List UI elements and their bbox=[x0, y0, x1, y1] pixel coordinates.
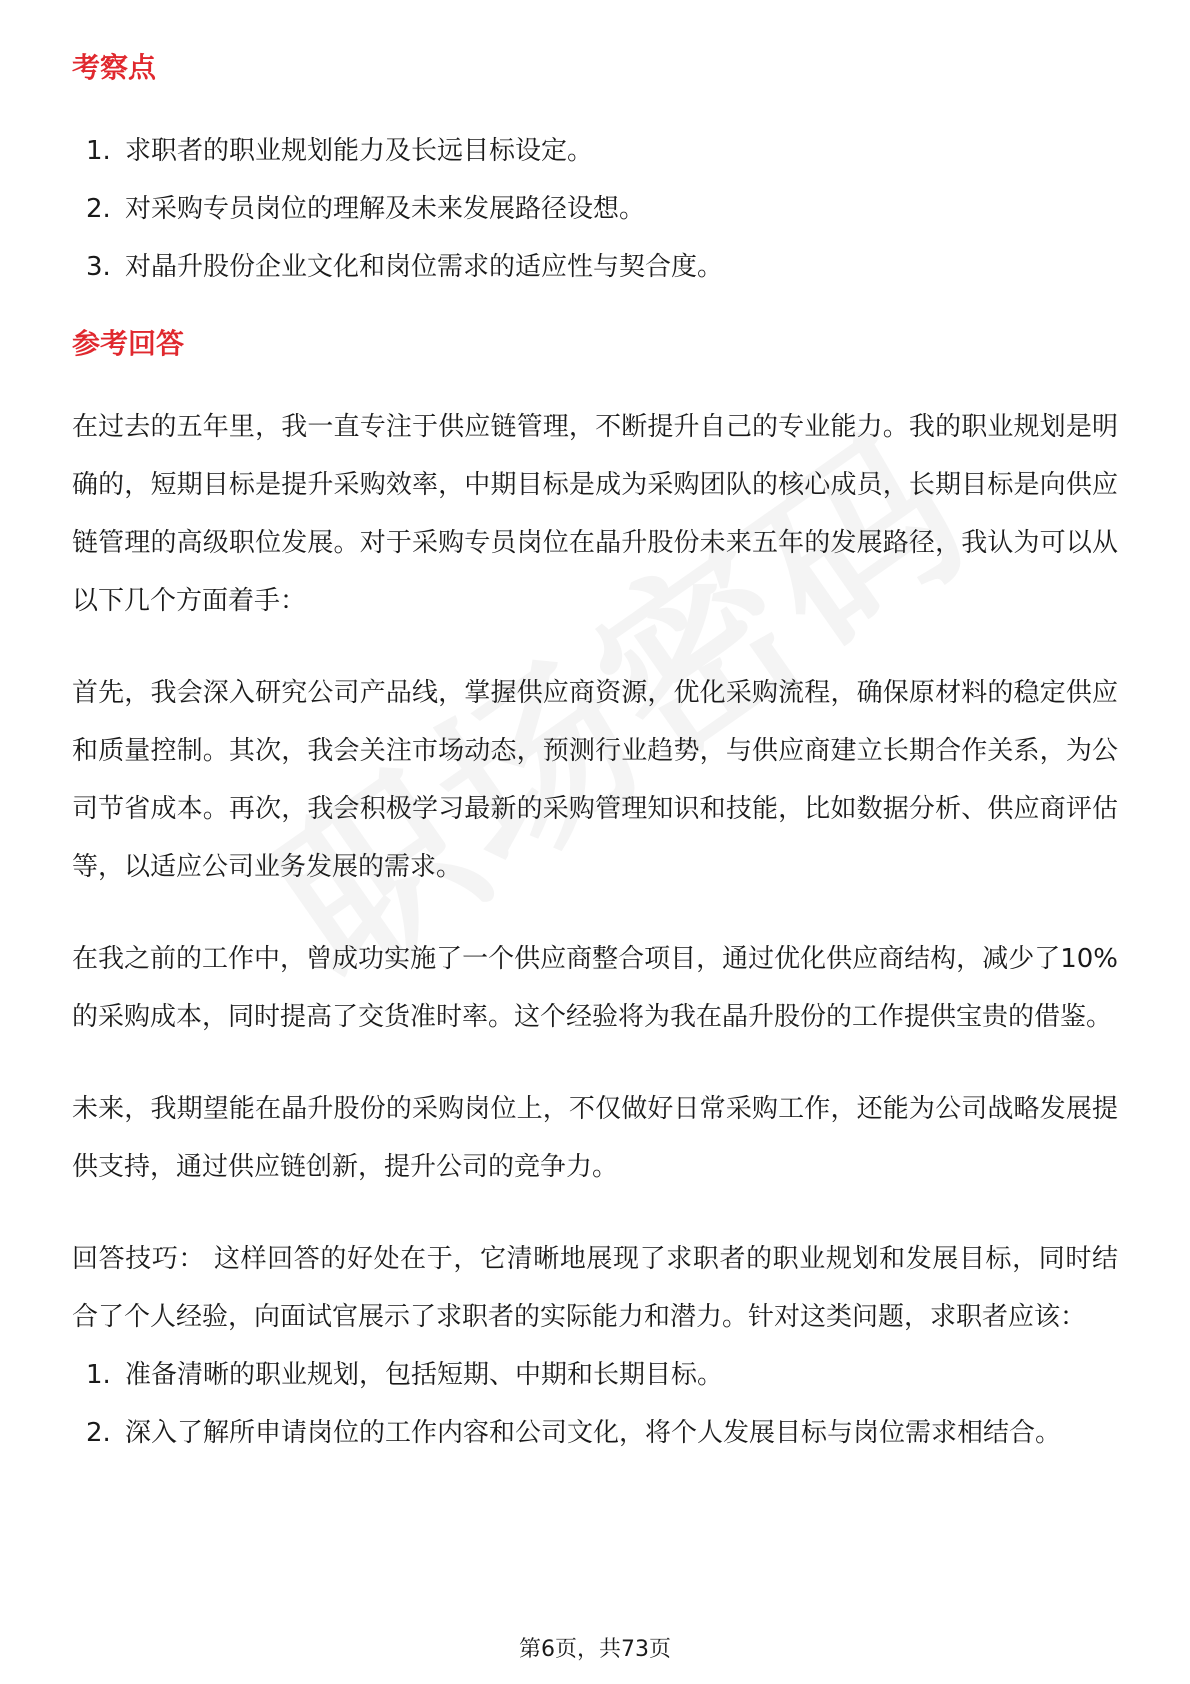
answer-paragraph: 在过去的五年里，我一直专注于供应链管理，不断提升自己的专业能力。我的职业规划是明确的，短期目标是提升采购效率，中期目标是成为采购团队的核心成员，长期目标是向供应链管理的高级职位发展。对于采购专员岗位在晶升股份未来五年的发展路径，我认为可以从以下几个方面着手： bbox=[72, 412, 1118, 616]
list-number: 2. bbox=[86, 194, 111, 224]
list-item bbox=[72, 1346, 1118, 1404]
list-item bbox=[72, 180, 1118, 238]
list-item bbox=[72, 238, 1118, 296]
list-item-text: 求职者的职业规划能力及长远目标设定。 bbox=[125, 136, 594, 166]
list-item bbox=[72, 122, 1118, 180]
list-item-text: 对采购专员岗位的理解及未来发展路径设想。 bbox=[125, 194, 646, 224]
list-number: 3. bbox=[86, 252, 111, 282]
answer-tips-paragraph: 回答技巧： 这样回答的好处在于，它清晰地展现了求职者的职业规划和发展目标，同时结合了个人经验，向面试官展示了求职者的实际能力和潜力。针对这类问题，求职者应该： bbox=[72, 1244, 1118, 1332]
section-heading-exam-points: 考察点 bbox=[72, 51, 157, 84]
answer-paragraph: 未来，我期望能在晶升股份的采购岗位上，不仅做好日常采购工作，还能为公司战略发展提供支持，通过供应链创新，提升公司的竞争力。 bbox=[72, 1094, 1118, 1182]
list-number: 1. bbox=[86, 1360, 111, 1390]
page-number-footer: 第6页，共73页 bbox=[519, 1637, 671, 1662]
list-item-text: 深入了解所申请岗位的工作内容和公司文化，将个人发展目标与岗位需求相结合。 bbox=[125, 1418, 1062, 1448]
list-number: 1. bbox=[86, 136, 111, 166]
section-heading-reference-answer: 参考回答 bbox=[72, 327, 185, 360]
page-content bbox=[72, 48, 1118, 1462]
list-item-text: 准备清晰的职业规划，包括短期、中期和长期目标。 bbox=[125, 1360, 724, 1390]
exam-points-list bbox=[72, 122, 1118, 296]
list-item-text: 对晶升股份企业文化和岗位需求的适应性与契合度。 bbox=[125, 252, 724, 282]
answer-paragraph: 在我之前的工作中，曾成功实施了一个供应商整合项目，通过优化供应商结构，减少了10%的采购成本，同时提高了交货准时率。这个经验将为我在晶升股份的工作提供宝贵的借鉴。 bbox=[72, 944, 1118, 1032]
answer-paragraph: 首先，我会深入研究公司产品线，掌握供应商资源，优化采购流程，确保原材料的稳定供应和质量控制。其次，我会关注市场动态，预测行业趋势，与供应商建立长期合作关系，为公司节省成本。再次，我会积极学习最新的采购管理知识和技能，比如数据分析、供应商评估等，以适应公司业务发展的需求。 bbox=[72, 678, 1118, 882]
list-item bbox=[72, 1404, 1118, 1462]
tips-list bbox=[72, 1346, 1118, 1462]
list-number: 2. bbox=[86, 1418, 111, 1448]
